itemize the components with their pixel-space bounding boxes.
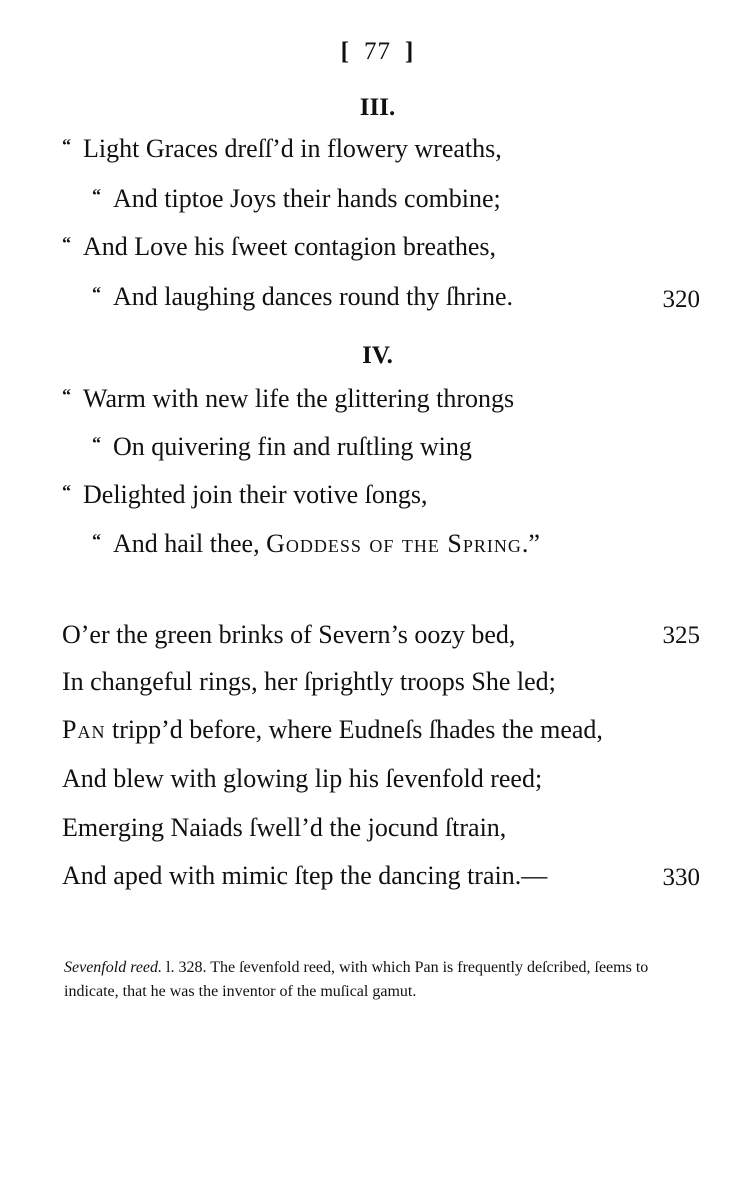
quote-mark: “: [92, 530, 101, 550]
verse-text: And laughing dances round thy ſhrine.: [113, 282, 514, 311]
verse-text: And hail thee,: [113, 529, 267, 558]
quote-mark: “: [92, 283, 101, 303]
pan-name: Pan: [62, 715, 106, 744]
line-number-325: 325: [662, 622, 700, 649]
folio-open-bracket: [: [340, 38, 350, 65]
verse-text: And Love his ſweet contagion breathes,: [83, 232, 496, 261]
verse-line: [62, 384, 514, 414]
verse-text: Light Graces dreſſ’d in flowery wreaths,: [83, 134, 502, 163]
verse-line: [62, 764, 542, 794]
verse-line: [62, 861, 547, 891]
verse-text: O’er the green brinks of Severn’s oozy bed,: [62, 620, 516, 649]
verse-line: [62, 134, 502, 164]
quote-mark: “: [62, 233, 71, 253]
stanza-numeral-iv: IV.: [362, 342, 393, 369]
verse-line: [92, 282, 513, 312]
quote-mark: “: [92, 433, 101, 453]
verse-text: And aped with mimic ſtep the dancing train.—: [62, 861, 548, 890]
folio-number: 77: [364, 38, 391, 65]
quote-mark: “: [62, 481, 71, 501]
closing-quote: .”: [521, 529, 540, 558]
verse-line: [62, 620, 515, 650]
verse-text: Delighted join their votive ſongs,: [83, 480, 428, 509]
footnote-head: Sevenfold reed.: [64, 959, 163, 976]
verse-text: On quivering fin and ruſtling wing: [113, 432, 472, 461]
footnote-text: l. 328. The ſevenfold reed, with which Pan is frequently deſcribed, ſeems to indicate, that he was the inventor of the muſical gamut.: [64, 959, 649, 1000]
quote-mark: “: [92, 185, 101, 205]
verse-text: tripp’d before, where Eudneſs ſhades the mead,: [105, 715, 603, 744]
verse-line: [92, 184, 501, 214]
line-number-330: 330: [662, 864, 700, 891]
quote-mark: “: [62, 385, 71, 405]
folio-close-bracket: ]: [405, 38, 415, 65]
page-number-header: [0, 38, 755, 66]
verse-line: [62, 232, 496, 262]
goddess-of-the-spring: Goddess of the Spring: [266, 529, 522, 558]
verse-line: [62, 480, 427, 510]
verse-text: And blew with glowing lip his ſevenfold reed;: [62, 764, 543, 793]
verse-line: [92, 529, 540, 559]
verse-text: Warm with new life the glittering throngs: [83, 384, 515, 413]
verse-text: In changeful rings, her ſprightly troops She led;: [62, 667, 556, 696]
verse-line: [62, 667, 556, 697]
line-number-320: 320: [662, 286, 700, 313]
footnote: [64, 956, 704, 1004]
verse-line: [62, 813, 506, 843]
verse-line: [92, 432, 472, 462]
stanza-numeral-iii: III.: [359, 94, 396, 121]
quote-mark: “: [62, 135, 71, 155]
verse-line: [62, 715, 603, 745]
verse-text: And tiptoe Joys their hands combine;: [113, 184, 501, 213]
verse-text: Emerging Naiads ſwell’d the jocund ſtrain,: [62, 813, 507, 842]
